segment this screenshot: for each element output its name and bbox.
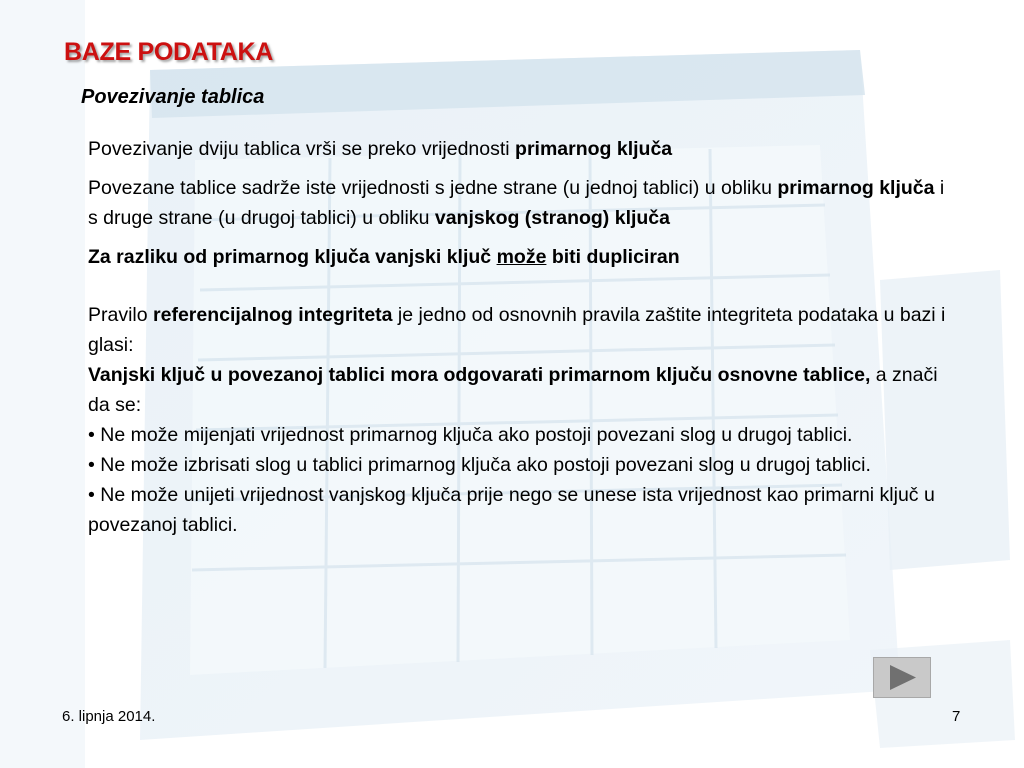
paragraph-4-text-2: je jedno od osnovnih pravila zaštite integriteta podataka u bazi i glasi: [88, 304, 946, 356]
paragraph-5 [88, 360, 948, 420]
slide-content [88, 134, 948, 540]
next-slide-button[interactable] [873, 657, 931, 698]
paragraph-4-bold: referencijalnog integriteta [153, 304, 393, 326]
slide-title: BAZE PODATAKA [64, 38, 274, 66]
paragraph-3-bold-1: Za razliku od primarnog ključa vanjski ključ [88, 246, 497, 268]
paragraph-3-underlined: može [496, 246, 547, 268]
paragraph-2-text-2: i s druge strane (u drugoj tablici) u obliku [88, 177, 945, 229]
slide-subtitle: Povezivanje tablica [81, 86, 265, 108]
play-triangle-icon [874, 658, 930, 697]
bullet-item-3: • Ne može unijeti vrijednost vanjskog ključa prije nego se unese ista vrijednost kao primarni ključ u povezanoj tablici. [88, 484, 935, 536]
paragraph-5-bold: Vanjski ključ u povezanoj tablici mora odgovarati primarnom ključu osnovne tablice, [88, 364, 871, 386]
paragraph-1-text: Povezivanje dviju tablica vrši se preko vrijednosti [88, 138, 516, 160]
paragraph-1-bold: primarnog ključa [515, 138, 673, 160]
page-number: 7 [952, 708, 961, 725]
paragraph-5-text: a znači da se: [88, 364, 938, 416]
paragraph-4-text-1: Pravilo [88, 304, 154, 326]
bullet-item-2: • Ne može izbrisati slog u tablici primarnog ključa ako postoji povezani slog u drugoj tablici. [88, 454, 871, 476]
bullet-item-1: • Ne može mijenjati vrijednost primarnog ključa ako postoji povezani slog u drugoj tablici. [88, 424, 853, 446]
paragraph-2 [88, 173, 948, 233]
paragraph-2-bold-1: primarnog ključa [777, 177, 935, 199]
paragraph-4 [88, 300, 948, 360]
paragraph-2-text-1: Povezane tablice sadrže iste vrijednosti s jedne strane (u jednoj tablici) u obliku [88, 177, 778, 199]
footer-date: 6. lipnja 2014. [62, 708, 156, 725]
paragraph-3 [88, 242, 948, 272]
paragraph-3-bold-2: biti dupliciran [546, 246, 680, 268]
paragraph-1 [88, 134, 948, 164]
paragraph-2-bold-2: vanjskog (stranog) ključa [434, 207, 671, 229]
